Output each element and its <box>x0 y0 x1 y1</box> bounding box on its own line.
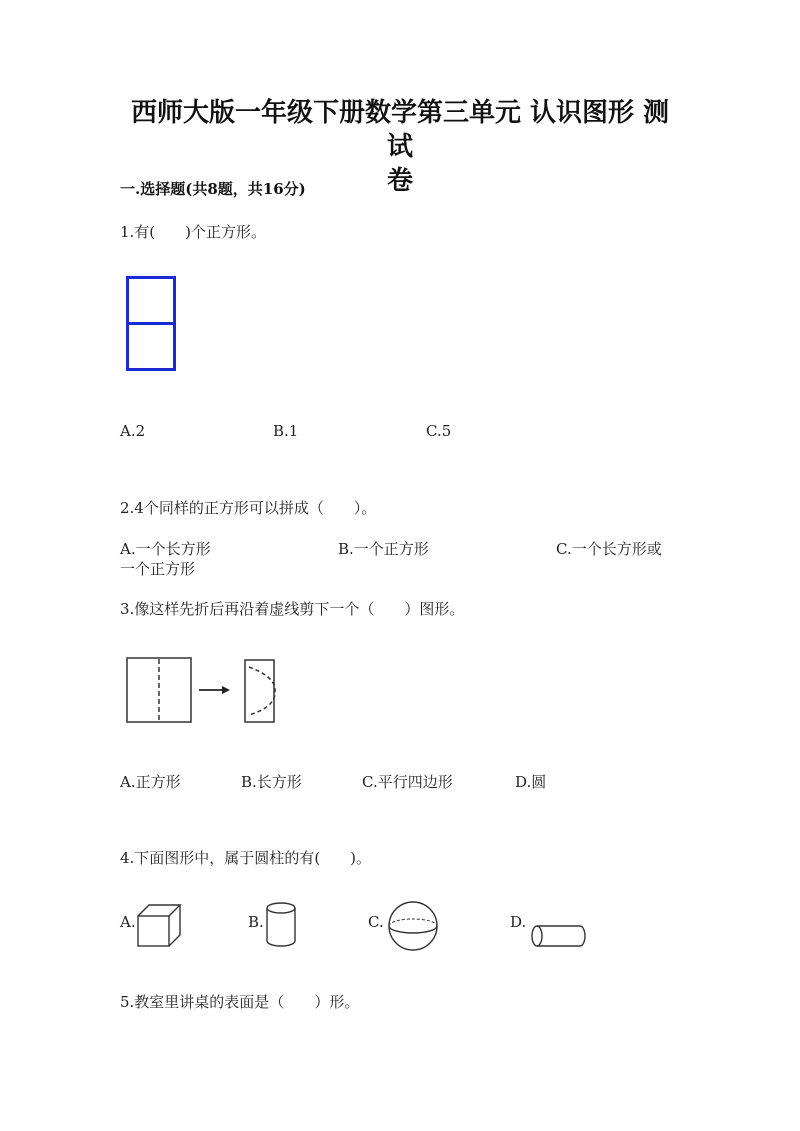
sphere-equator <box>389 926 437 933</box>
question-3-option-b[interactable]: B.长方形 <box>241 773 302 791</box>
section-heading: 一.选择题(共8题，共16分) <box>120 180 306 198</box>
sphere-outline <box>389 902 437 950</box>
title-line-2: 卷 <box>386 166 413 196</box>
question-2-option-c[interactable]: C.一个长方形或 <box>556 540 662 558</box>
question-2-text: 2.4个同样的正方形可以拼成（ ）。 <box>120 499 377 517</box>
arrow-head <box>222 686 230 694</box>
question-4-option-a[interactable]: A. <box>120 913 136 931</box>
question-3-option-d[interactable]: D.圆 <box>515 773 547 791</box>
cylinder-end-left <box>532 926 542 946</box>
cylinder-lying-figure <box>529 923 587 949</box>
question-4-option-b[interactable]: B. <box>248 913 264 931</box>
question-5-text: 5.教室里讲桌的表面是（ ）形。 <box>120 993 360 1011</box>
question-4-text: 4.下面图形中，属于圆柱的有( )。 <box>120 849 372 867</box>
sphere-figure <box>386 899 440 953</box>
cylinder-bottom <box>267 941 295 946</box>
cube-front-face <box>138 916 169 946</box>
question-3-text: 3.像这样先折后再沿着虚线剪下一个（ ）图形。 <box>120 600 465 618</box>
question-1-option-a[interactable]: A.2 <box>120 422 146 440</box>
cylinder-top <box>267 903 295 913</box>
cylinder-end-right <box>580 926 585 946</box>
question-1-option-b[interactable]: B.1 <box>273 422 299 440</box>
cut-dashed-arc <box>249 667 275 715</box>
question-2-option-b[interactable]: B.一个正方形 <box>338 540 429 558</box>
cube-figure <box>136 903 184 949</box>
question-1-option-c[interactable]: C.5 <box>426 422 452 440</box>
cube-top-face <box>138 905 180 916</box>
cylinder-upright-figure <box>264 901 298 949</box>
question-4-option-c[interactable]: C. <box>368 913 384 931</box>
question-4-option-d[interactable]: D. <box>510 913 527 931</box>
sphere-equator-back <box>389 919 437 926</box>
question-3-option-c[interactable]: C.平行四边形 <box>362 773 453 791</box>
question-3-figure <box>126 657 278 725</box>
question-2-option-a[interactable]: A.一个长方形 <box>120 540 211 558</box>
folded-rectangle <box>245 660 274 722</box>
question-2-option-c-continued: 一个正方形 <box>120 560 196 578</box>
question-1-figure <box>126 276 178 372</box>
question-1-text: 1.有( )个正方形。 <box>120 223 267 241</box>
question-3-option-a[interactable]: A.正方形 <box>120 773 181 791</box>
title-line-1: 西师大版一年级下册数学第三单元 认识图形 测试 <box>130 98 670 162</box>
